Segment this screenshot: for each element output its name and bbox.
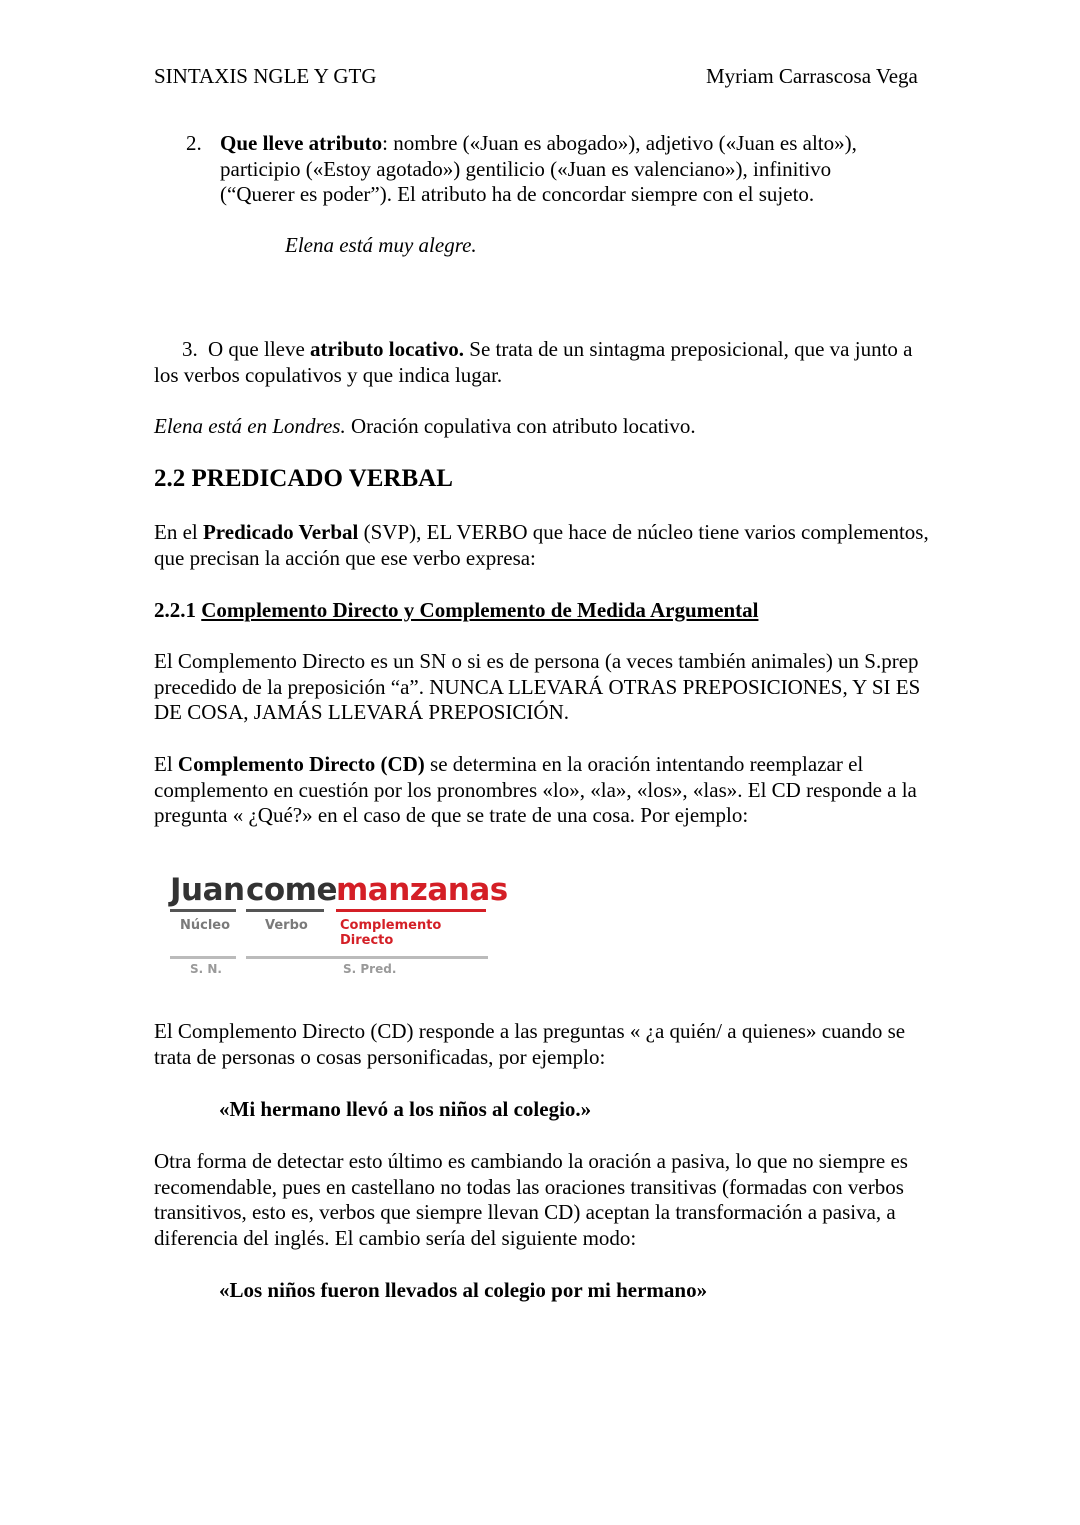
p1-rest: (SVP), EL VERBO que hace de núcleo tiene varios complementos, que precisan la acción que ese verbo expresa: [154,520,929,570]
diagram-group-line-spred [246,956,488,959]
diagram-group-line-sn [170,956,236,959]
list-item-3 [154,337,934,388]
diagram-underline-nucleo [170,909,236,912]
list-number-2: 2. [186,131,202,155]
diagram-word-manzanas: manzanas [336,872,508,908]
item3-text: Se trata de un sintagma preposicional, que va junto a los verbos copulativos y que indica lugar. [154,337,913,387]
diagram-group-sn: S. N. [190,962,222,976]
p2-rest: se determina en la oración intentando reemplazar el complemento en cuestión por los pronombres «lo», «la», «los», «las». El CD responde a la pregunta « ¿Qué?» en el caso de que se trate de una cosa. Por ejemplo: [154,752,917,827]
cd-definition-paragraph: El Complemento Directo es un SN o si es de persona (a veces también animales) un S.prep precedido de la preposición “a”. NUNCA LLEVARÁ OTRAS PREPOSICIONES, Y SI ES DE COSA, JAMÁS LLEVARÁ PREPOSICIÓN. [154,649,921,724]
item3-pre: O que lleve [208,337,311,361]
diagram-underline-verbo [246,909,324,912]
item2-bold: Que lleve atributo [220,131,383,155]
item2-text: : nombre («Juan es abogado»), adjetivo («Juan es alto»), participio («Estoy agotado») gentilicio («Juan es valenciano»), infinitivo (“Querer es poder”). El atributo ha de concordar siempre con el sujeto. [220,131,857,206]
passive-paragraph: Otra forma de detectar esto último es cambiando la oración a pasiva, lo que no siempre es recomendable, pues en castellano no todas las oraciones transitivas (formadas con verbos transitivos, esto es, verbos que siempre llevan CD) aceptan la transformación a pasiva, a diferencia del inglés. El cambio sería del siguiente modo: [154,1149,908,1250]
diagram-word-juan: Juan [170,872,245,908]
list-item-2 [220,131,910,208]
p2-bold: Complemento Directo (CD) [177,752,425,776]
p2-pre: El [154,752,178,776]
item3-bold: atributo locativo. [310,337,465,361]
item2-example: Elena está muy alegre. [285,233,477,257]
item3-example [154,414,934,440]
example-passive: «Los niños fueron llevados al colegio por mi hermano» [219,1278,708,1302]
item3-example-rest: Oración copulativa con atributo locativo. [345,414,696,438]
diagram-label-cd: Complemento Directo [340,918,442,948]
section-2-2-paragraph [154,520,934,571]
cd-determination-paragraph [154,752,934,829]
p1-pre: En el [154,520,203,544]
cd-persons-paragraph: El Complemento Directo (CD) responde a las preguntas « ¿a quién/ a quienes» cuando se trata de personas o cosas personificadas, por ejemplo: [154,1019,906,1069]
sentence-diagram [168,866,508,986]
list-number-3: 3. [182,337,198,361]
header-left: SINTAXIS NGLE Y GTG [154,64,377,88]
header-right: Myriam Carrascosa Vega [706,64,918,88]
diagram-group-spred: S. Pred. [343,962,397,976]
diagram-underline-cd [336,909,486,912]
heading-number: 2.2.1 [154,598,202,622]
heading-title: Complemento Directo y Complemento de Medida Argumental [201,598,759,622]
section-heading-2-2-1 [154,598,934,624]
example-active: «Mi hermano llevó a los niños al colegio.» [219,1097,592,1121]
diagram-label-nucleo: Núcleo [180,918,231,933]
diagram-label-verbo: Verbo [265,918,308,933]
p1-bold: Predicado Verbal [202,520,359,544]
section-heading-2-2: 2.2 PREDICADO VERBAL [154,465,453,492]
item3-example-italic: Elena está en Londres. [154,414,346,438]
diagram-word-come: come [246,872,337,908]
